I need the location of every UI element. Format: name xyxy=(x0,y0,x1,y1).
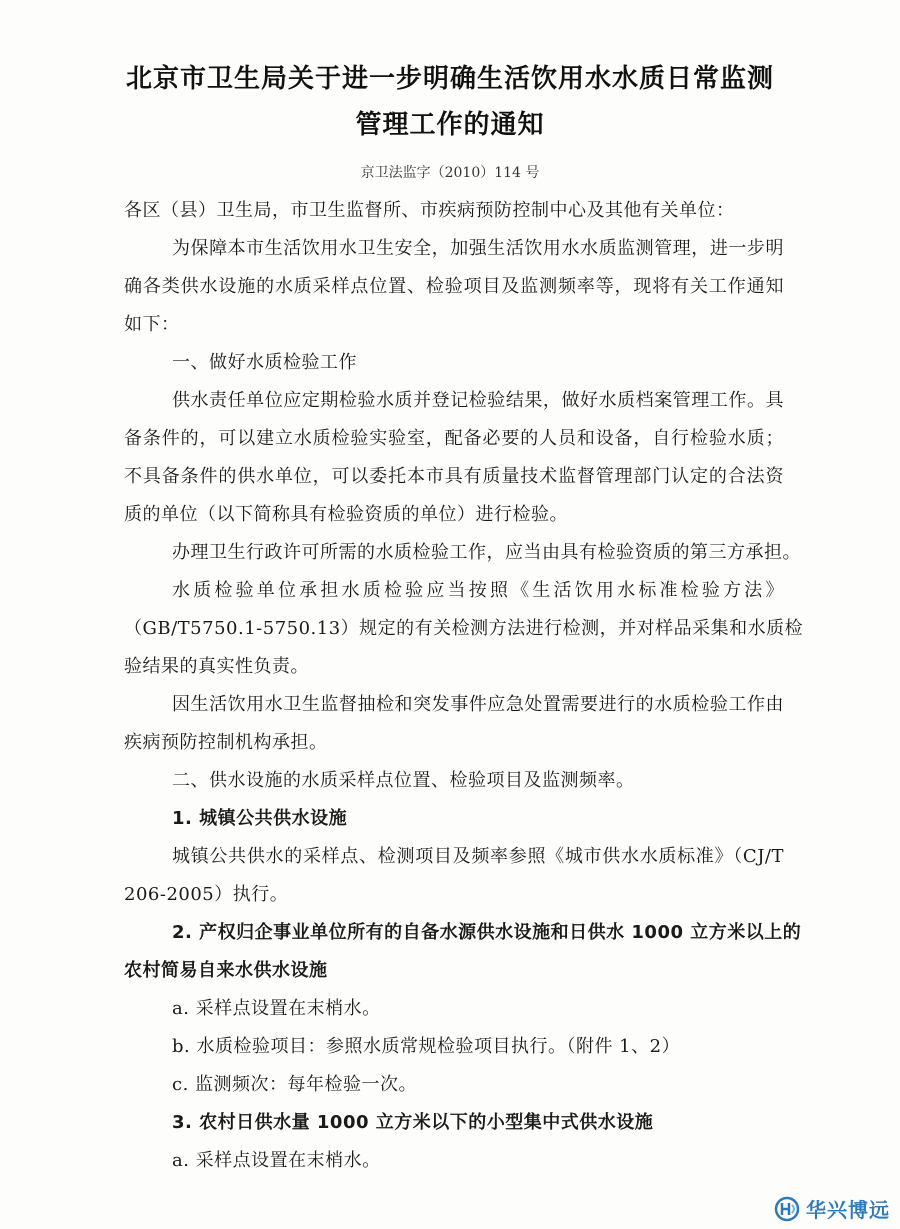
subheading-2-line1: 2. 产权归企事业单位所有的自备水源供水设施和日供水 1000 立方米以上的 xyxy=(172,922,802,943)
paragraph-1-line4: 质的单位（以下简称具有检验资质的单位）进行检验。 xyxy=(124,504,568,525)
section-heading-1: 一、做好水质检验工作 xyxy=(172,352,357,373)
document-title-line1: 北京市卫生局关于进一步明确生活饮用水水质日常监测 xyxy=(125,64,774,94)
paragraph-1-line2: 备条件的，可以建立水质检验实验室，配备必要的人员和设备，自行检验水质； xyxy=(124,428,784,449)
paragraph-3-line3: 验结果的真实性负责。 xyxy=(124,656,309,677)
paragraph-intro-line2: 确各类供水设施的水质采样点位置、检验项目及监测频率等，现将有关工作通知 xyxy=(124,276,784,297)
subheading-2-line2: 农村简易自来水供水设施 xyxy=(124,960,328,981)
document-number: 京卫法监字（2010）114 号 xyxy=(360,165,540,181)
logo-icon xyxy=(774,1196,800,1222)
subsection-1-line1: 城镇公共供水的采样点、检测项目及频率参照《城市供水水质标准》（CJ/T xyxy=(172,846,784,867)
paragraph-intro-line1: 为保障本市生活饮用水卫生安全，加强生活饮用水水质监测管理，进一步明 xyxy=(172,238,784,259)
paragraph-3-line2: （GB/T5750.1-5750.13）规定的有关检测方法进行检测，并对样品采集和水质检 xyxy=(124,618,804,639)
paragraph-1-line1: 供水责任单位应定期检验水质并登记检验结果，做好水质档案管理工作。具 xyxy=(172,390,784,411)
subheading-3: 3. 农村日供水量 1000 立方米以下的小型集中式供水设施 xyxy=(172,1112,654,1133)
section-heading-2: 二、供水设施的水质采样点位置、检验项目及监测频率。 xyxy=(172,770,635,791)
paragraph-1-line3: 不具备条件的供水单位，可以委托本市具有质量技术监督管理部门认定的合法资 xyxy=(124,466,784,487)
paragraph-4-line1: 因生活饮用水卫生监督抽检和突发事件应急处置需要进行的水质检验工作由 xyxy=(172,694,784,715)
paragraph-intro-line3: 如下： xyxy=(124,314,180,335)
item-2b: b. 水质检验项目：参照水质常规检验项目执行。（附件 1、2） xyxy=(172,1036,681,1057)
paragraph-4-line2: 疾病预防控制机构承担。 xyxy=(124,732,328,753)
addressee-line: 各区（县）卫生局，市卫生监督所、市疾病预防控制中心及其他有关单位： xyxy=(124,200,735,221)
item-3a: a. 采样点设置在末梢水。 xyxy=(172,1150,381,1171)
item-2c: c. 监测频次：每年检验一次。 xyxy=(172,1074,418,1095)
document-title-line2: 管理工作的通知 xyxy=(355,110,545,140)
paragraph-2-line1: 办理卫生行政许可所需的水质检验工作，应当由具有检验资质的第三方承担。 xyxy=(172,542,801,563)
watermark-text: 华兴博远 xyxy=(806,1198,890,1222)
paragraph-3-line1: 水质检验单位承担水质检验应当按照《生活饮用水标准检验方法》 xyxy=(172,580,784,601)
watermark-logo xyxy=(774,1194,890,1223)
subheading-1: 1. 城镇公共供水设施 xyxy=(172,808,348,829)
item-2a: a. 采样点设置在末梢水。 xyxy=(172,998,381,1019)
subsection-1-line2: 206-2005）执行。 xyxy=(124,884,289,905)
